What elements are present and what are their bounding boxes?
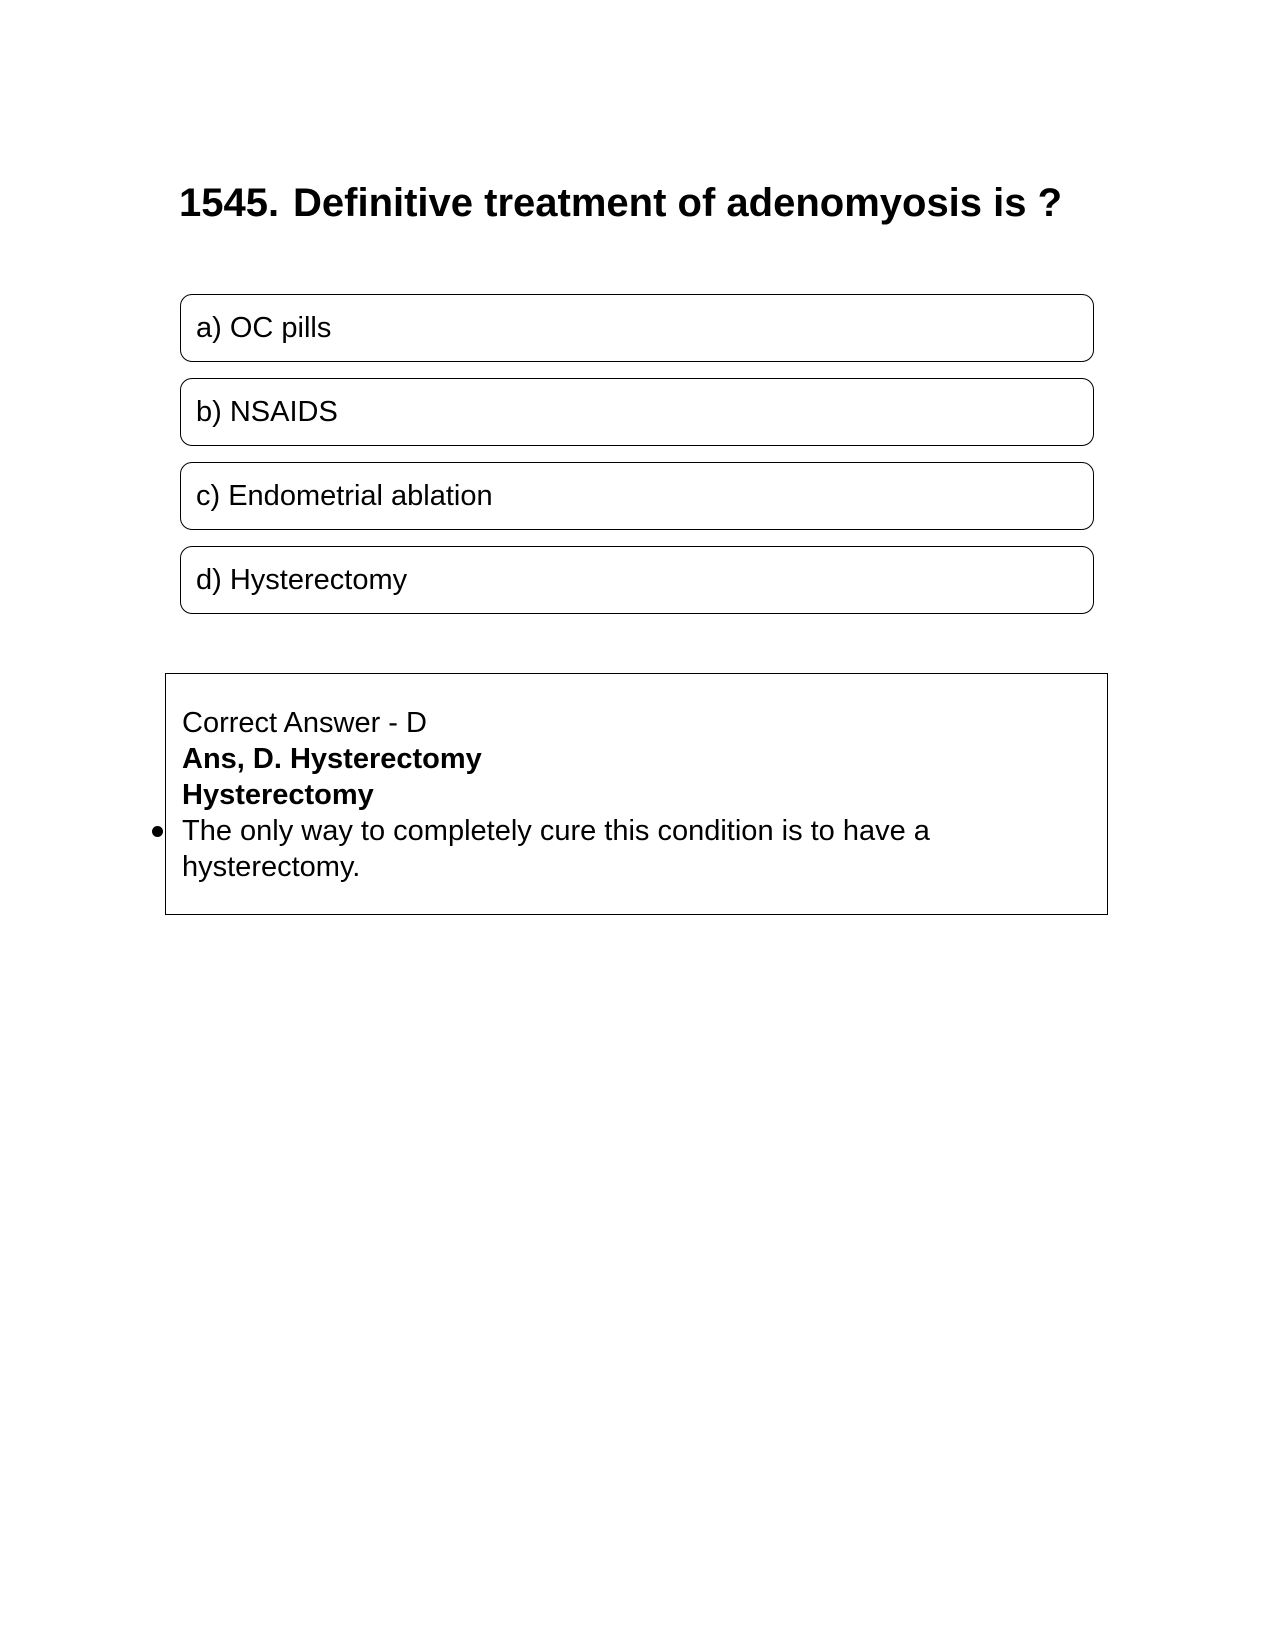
options-list xyxy=(180,294,1094,630)
bullet-icon xyxy=(152,826,163,837)
question-number: 1545. xyxy=(179,181,280,225)
option-c[interactable]: c) Endometrial ablation xyxy=(180,462,1094,530)
option-d[interactable]: d) Hysterectomy xyxy=(180,546,1094,614)
explanation-bullet xyxy=(182,813,1107,885)
question-text: Definitive treatment of adenomyosis is ? xyxy=(293,181,1063,225)
answer-title: Ans, D. Hysterectomy xyxy=(182,743,482,775)
explanation-bullet-text: The only way to completely cure this condition is to have a hysterectomy. xyxy=(182,815,930,883)
option-b[interactable]: b) NSAIDS xyxy=(180,378,1094,446)
correct-answer-line: Correct Answer - D xyxy=(182,707,427,739)
option-a[interactable]: a) OC pills xyxy=(180,294,1094,362)
question-heading xyxy=(179,178,1079,228)
answer-explanation-box xyxy=(165,673,1108,915)
explanation-heading: Hysterectomy xyxy=(182,779,374,811)
